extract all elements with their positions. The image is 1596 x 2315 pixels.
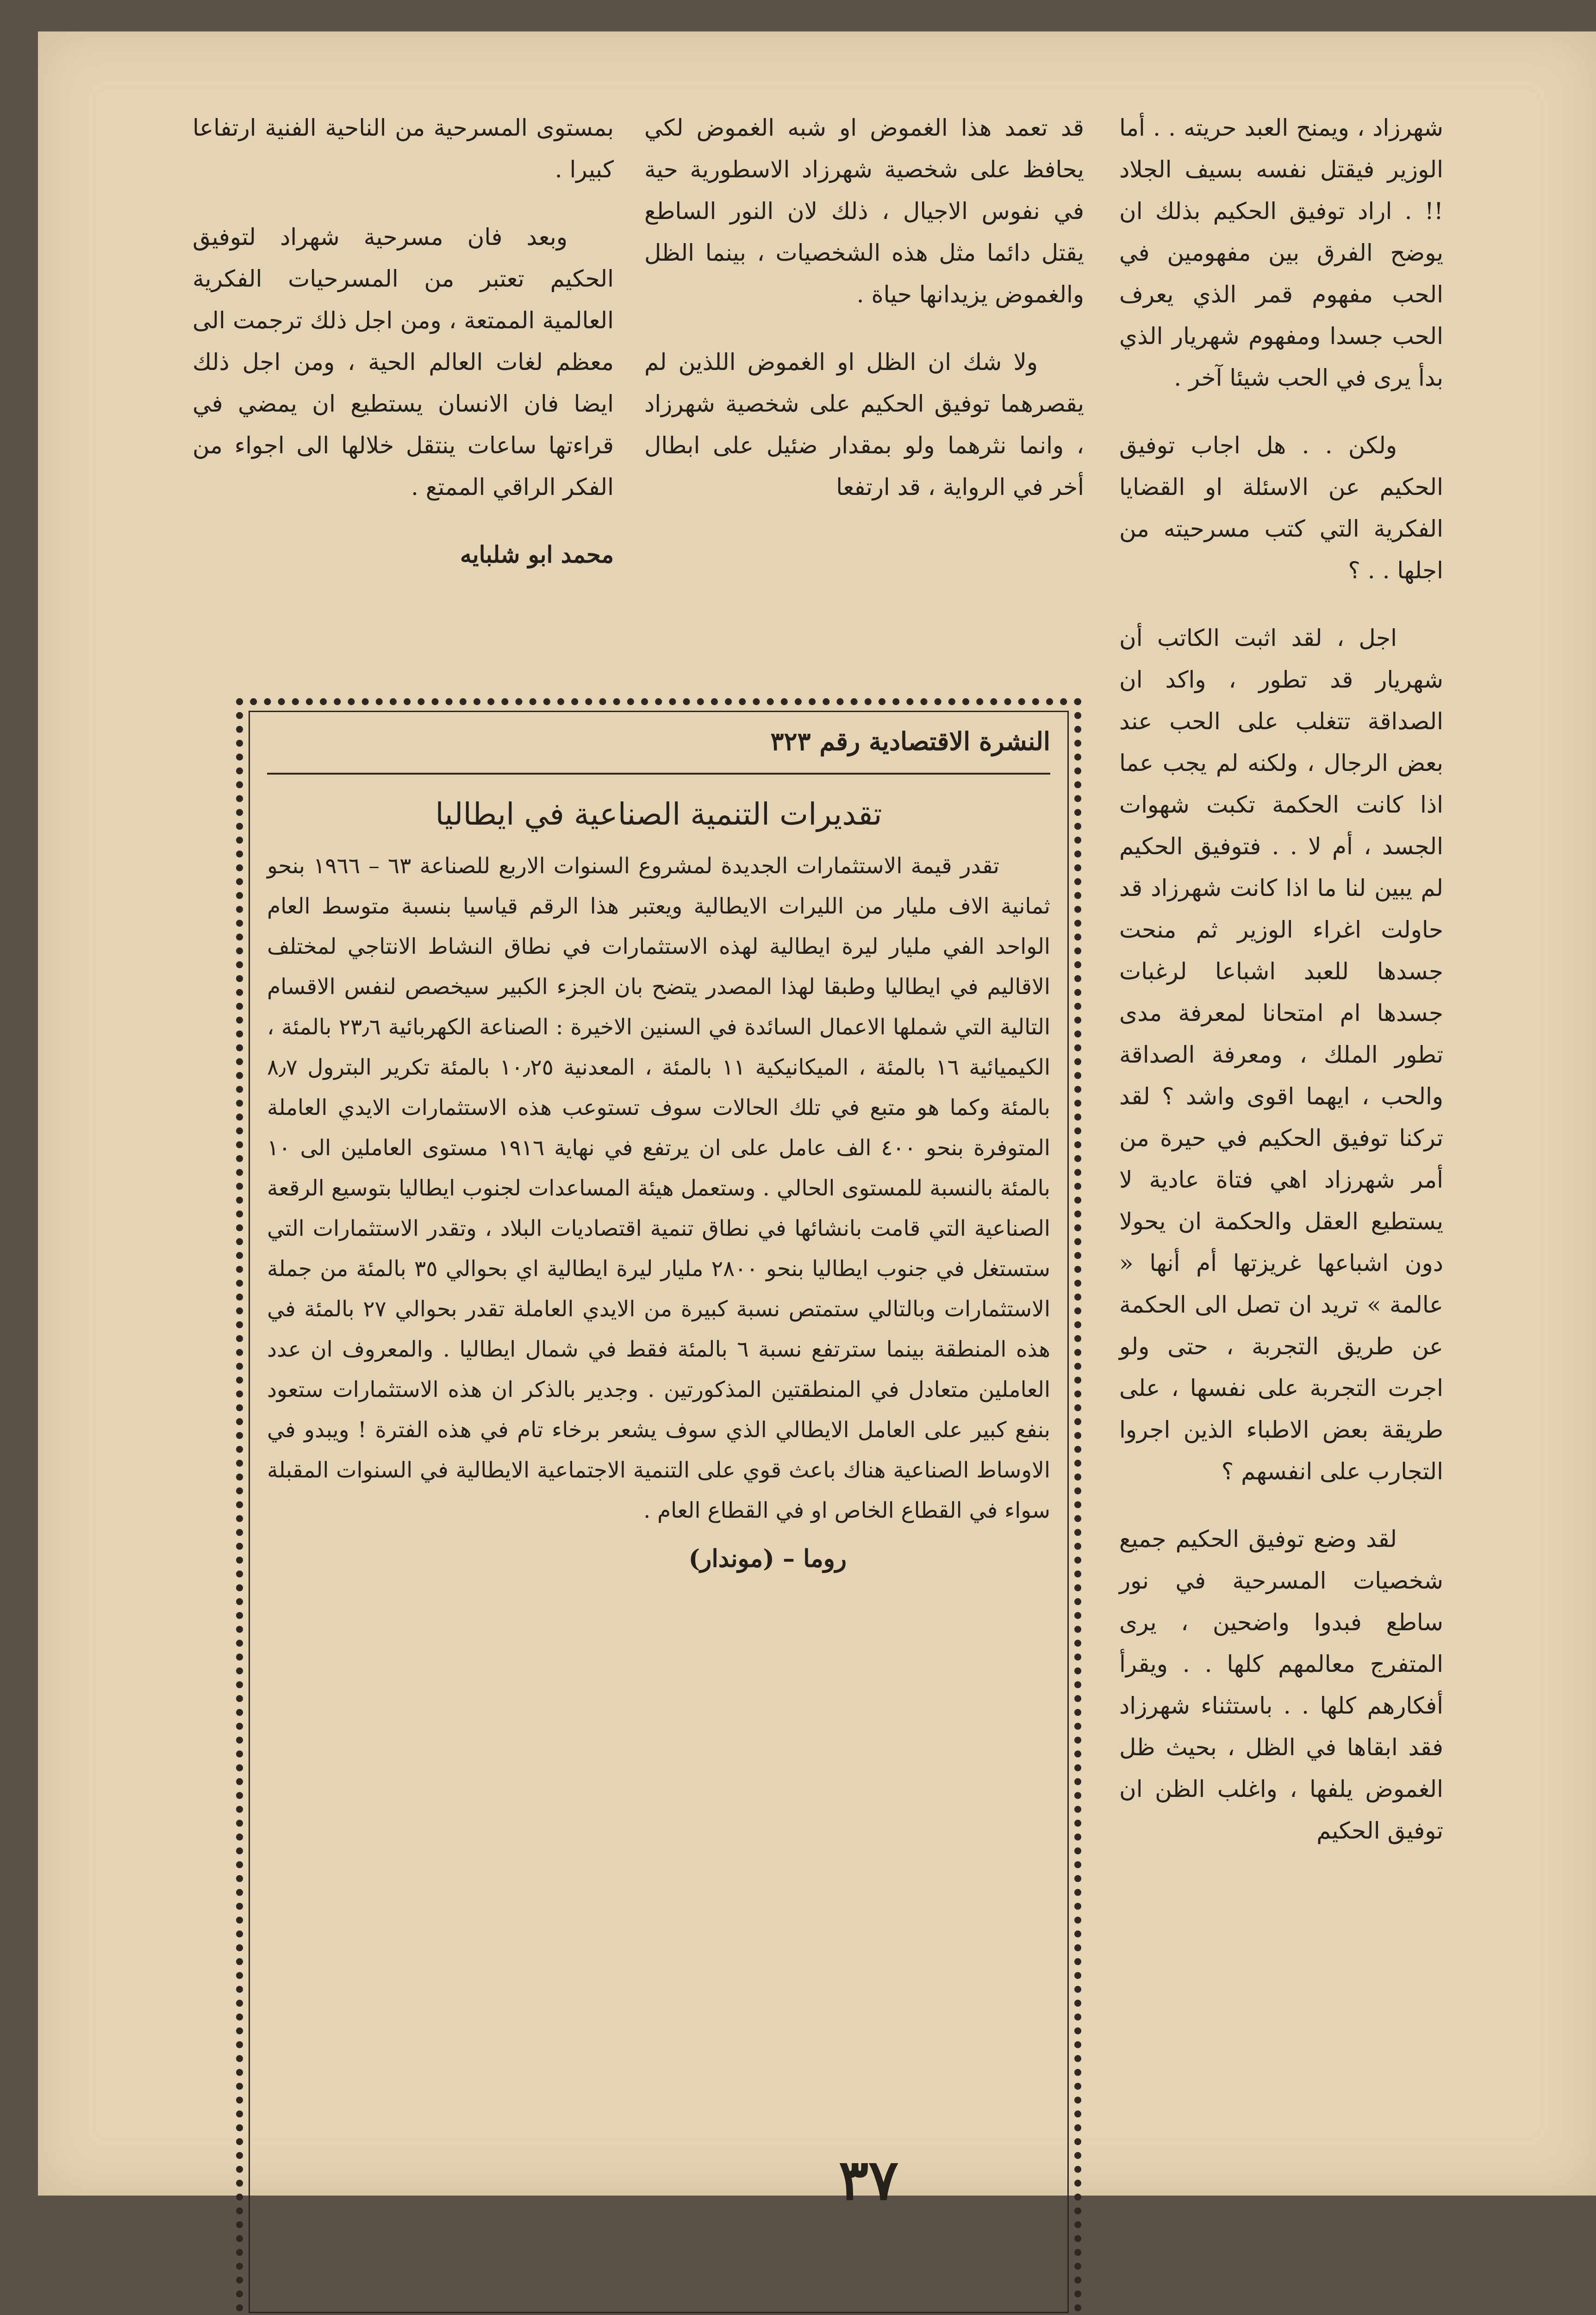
article-paragraph: قد تعمد هذا الغموض او شبه الغموض لكي يحافظ على شخصية شهرزاد الاسطورية حية في نفوس الاجيال ، ذلك لان النور الساطع يقتل دائما مثل هذه الشخصيات ، بينما الظل والغموض يزيدانها حياة . bbox=[644, 114, 1084, 308]
bulletin-title: تقديرات التنمية الصناعية في ايطاليا bbox=[435, 796, 882, 832]
article-paragraph: ولا شك ان الظل او الغموض اللذين لم يقصرهما توفيق الحكيم على شخصية شهرزاد ، وانما نثرهما ولو بمقدار ضئيل على ابطال أخر في الرواية ، قد ارتفعا bbox=[644, 349, 1084, 501]
article-paragraph: بمستوى المسرحية من الناحية الفنية ارتفاعا كبيرا . bbox=[193, 114, 614, 183]
page-number: ٣٧ bbox=[839, 2147, 898, 2213]
article-paragraph: لقد وضع توفيق الحكيم جميع شخصيات المسرحية في نور ساطع فبدوا واضحين ، يرى المتفرج معالمهم كلها . . ويقرأ أفكارهم كلها . . باستثناء شهرزاد فقد ابقاها في الظل ، بحيث ظل الغموض يلفها ، واغلب الظن ان توفيق الحكيم bbox=[1119, 1526, 1443, 1844]
economic-bulletin-box bbox=[236, 698, 1081, 2315]
article-paragraph: شهرزاد ، ويمنح العبد حريته . . أما الوزير فيقتل نفسه بسيف الجلاد !! . اراد توفيق الحكيم بذلك ان يوضح الفرق بين مفهومين في الحب مفهوم قمر الذي يعرف الحب جسدا ومفهوم شهريار الذي بدأ يرى في الحب شيئا آخر . bbox=[1119, 114, 1443, 391]
article-paragraph: اجل ، لقد اثبت الكاتب أن شهريار قد تطور ، واكد ان الصداقة تتغلب على الحب عند بعض الرجال ، ولكنه لم يجب عما اذا كانت الحكمة تكبت شهوات الجسد ، أم لا . . فتوفيق الحكيم لم يبين لنا ما اذا كانت شهرزاد قد حاولت اغراء الوزير ثم منحت جسدها للعبد اشباعا لرغبات جسدها ام امتحانا لمعرفة مدى تطور الملك ، ومعرفة الصداقة والحب ، ايهما اقوى واشد ؟ لقد تركنا توفيق الحكيم في حيرة من أمر شهرزاد اهي فتاة عادية لا يستطيع العقل والحكمة ان يحولا دون اشباعها غريزتها أم أنها « عالمة » تريد ان تصل الى الحكمة عن طريق التجربة ، حتى ولو اجرت التجربة على نفسها ، على طريقة بعض الاطباء الذين اجروا التجارب على انفسهم ؟ bbox=[1119, 625, 1443, 1485]
newspaper-page bbox=[38, 31, 1596, 2213]
bulletin-dateline: روما – (موندار) bbox=[688, 1545, 847, 1573]
article-column-right bbox=[1119, 107, 1443, 1852]
bulletin-body: تقدر قيمة الاستثمارات الجديدة لمشروع السنوات الاربع للصناعة ٦٣ – ١٩٦٦ بنحو ثمانية الاف مليار من الليرات الايطالية ويعتبر هذا الرقم قياسيا بنسبة متوسط العام الواحد الفي مليار ليرة ايطالية لهذه الاستثمارات في نطاق النشاط الانتاجي لمختلف الاقاليم في ايطاليا وطبقا لهذا المصدر يتضح بان الجزء الكبير سيخصص لنفس الاقسام التالية التي شملها الاعمال السائدة في السنين الاخيرة : الصناعة الكهربائية ٢٣٫٦ بالمئة ، الكيميائية ١٦ بالمئة ، الميكانيكية ١١ بالمئة ، المعدنية ١٠٫٢٥ بالمئة تكرير البترول ٨٫٧ بالمئة وكما هو متبع في تلك الحالات سوف تستوعب هذه الاستثمارات الايدي العاملة المتوفرة بنحو ٤٠٠ الف عامل على ان يرتفع في نهاية ١٩١٦ مستوى العاملين الى ١٠ بالمئة بالنسبة للمستوى الحالي . وستعمل هيئة المساعدات لجنوب ايطاليا بتوسيع الرقعة الصناعية التي قامت بانشائها في نطاق تنمية اقتصاديات البلاد ، وتقدر الاستثمارات التي ستستغل في جنوب ايطاليا بنحو ٢٨٠٠ مليار ليرة ايطالية اي بحوالي ٣٥ بالمئة من جملة الاستثمارات وبالتالي ستمتص نسبة كبيرة من الايدي العاملة تقدر بحوالي ٢٧ بالمئة في هذه المنطقة بينما سترتفع نسبة ٦ بالمئة فقط في شمال ايطاليا . والمعروف ان عدد العاملين متعادل في المنطقتين المذكورتين . وجدير بالذكر ان هذه الاستثمارات ستعود بنفع كبير على العامل الايطالي الذي سوف يشعر برخاء تام في هذه الفترة ! ويبدو في الاوساط الصناعية هناك باعث قوي على التنمية الاجتماعية الايطالية في السنوات المقبلة سواء في القطاع الخاص او في القطاع العام . bbox=[267, 853, 1051, 1523]
article-column-middle bbox=[644, 107, 1084, 508]
author-signature: محمد ابو شلبايه bbox=[460, 541, 614, 568]
article-paragraph: ولكن . . هل اجاب توفيق الحكيم عن الاسئلة او القضايا الفكرية التي كتب مسرحيته من اجلها . . ؟ bbox=[1119, 432, 1443, 584]
bulletin-header: النشرة الاقتصادية رقم ٣٢٣ bbox=[267, 723, 1050, 775]
article-column-left bbox=[193, 107, 614, 576]
article-paragraph: وبعد فان مسرحية شهراد لتوفيق الحكيم تعتبر من المسرحيات الفكرية العالمية الممتعة ، ومن اجل ذلك ترجمت الى معظم لغات العالم الحية ، ومن اجل ذلك ايضا فان الانسان يستطيع ان يمضي في قراءتها ساعات ينتقل خلالها الى اجواء من الفكر الراقي الممتع . bbox=[193, 224, 614, 501]
